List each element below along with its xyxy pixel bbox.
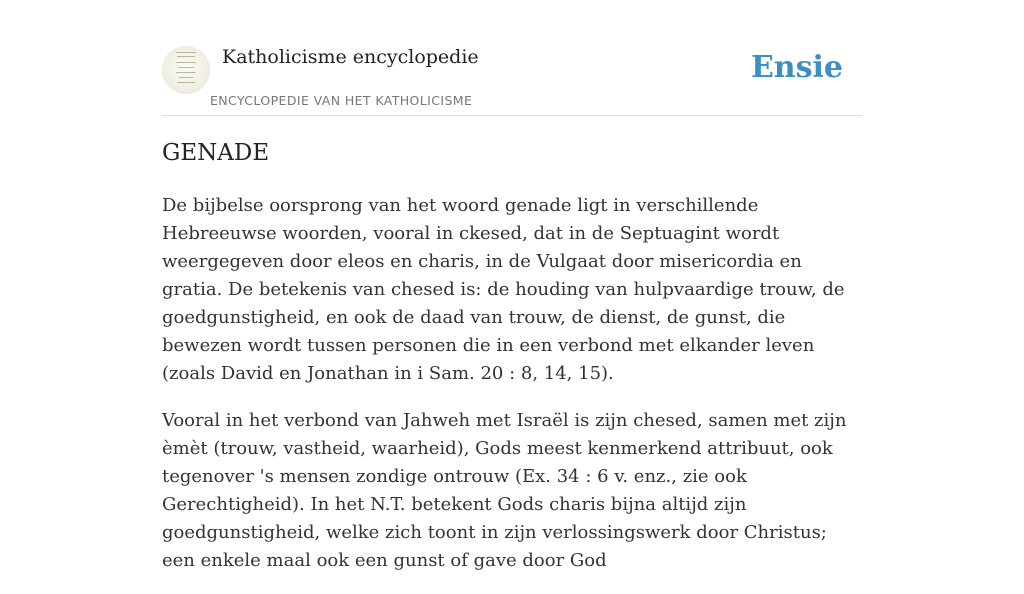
article-paragraph-2: Vooral in het verbond van Jahweh met Israël is zijn chesed, samen met zijn èmèt (trouw, vastheid, waarheid), Gods meest kenmerkend attribuut, ook tegenover 's mensen zondige ontrouw (Ex. 34 : 6 v. enz., zie ook Gerechtigheid). In het N.T. betekent Gods charis bijna altijd zijn goedgunstigheid, welke zich toont in zijn verlossingswerk door Christus; een enkele maal ook een gunst of gave door God: [162, 410, 847, 571]
encyclopedia-logo-icon[interactable]: [162, 46, 210, 94]
site-subtitle: ENCYCLOPEDIE VAN HET KATHOLICISME: [210, 93, 473, 108]
site-title[interactable]: Katholicisme encyclopedie: [222, 46, 479, 68]
content-container: [162, 0, 862, 571]
article-body: [162, 192, 862, 594]
article-title: GENADE: [162, 140, 270, 166]
site-header: [162, 0, 862, 116]
article-paragraph-1: De bijbelse oorsprong van het woord genade ligt in verschillende Hebreeuwse woorden, vooral in ckesed, dat in de Septuagint wordt weergegeven door eleos en charis, in de Vulgaat door misericordia en gratia. De betekenis van chesed is: de houding van hulpvaardige trouw, de goedgunstigheid, en ook de daad van trouw, de dienst, de gunst, die bewezen wordt tussen personen die in een verbond met elkander leven (zoals David en Jonathan in i Sam. 20 : 8, 14, 15).: [162, 195, 845, 384]
brand-logo-link[interactable]: Ensie: [750, 50, 843, 85]
